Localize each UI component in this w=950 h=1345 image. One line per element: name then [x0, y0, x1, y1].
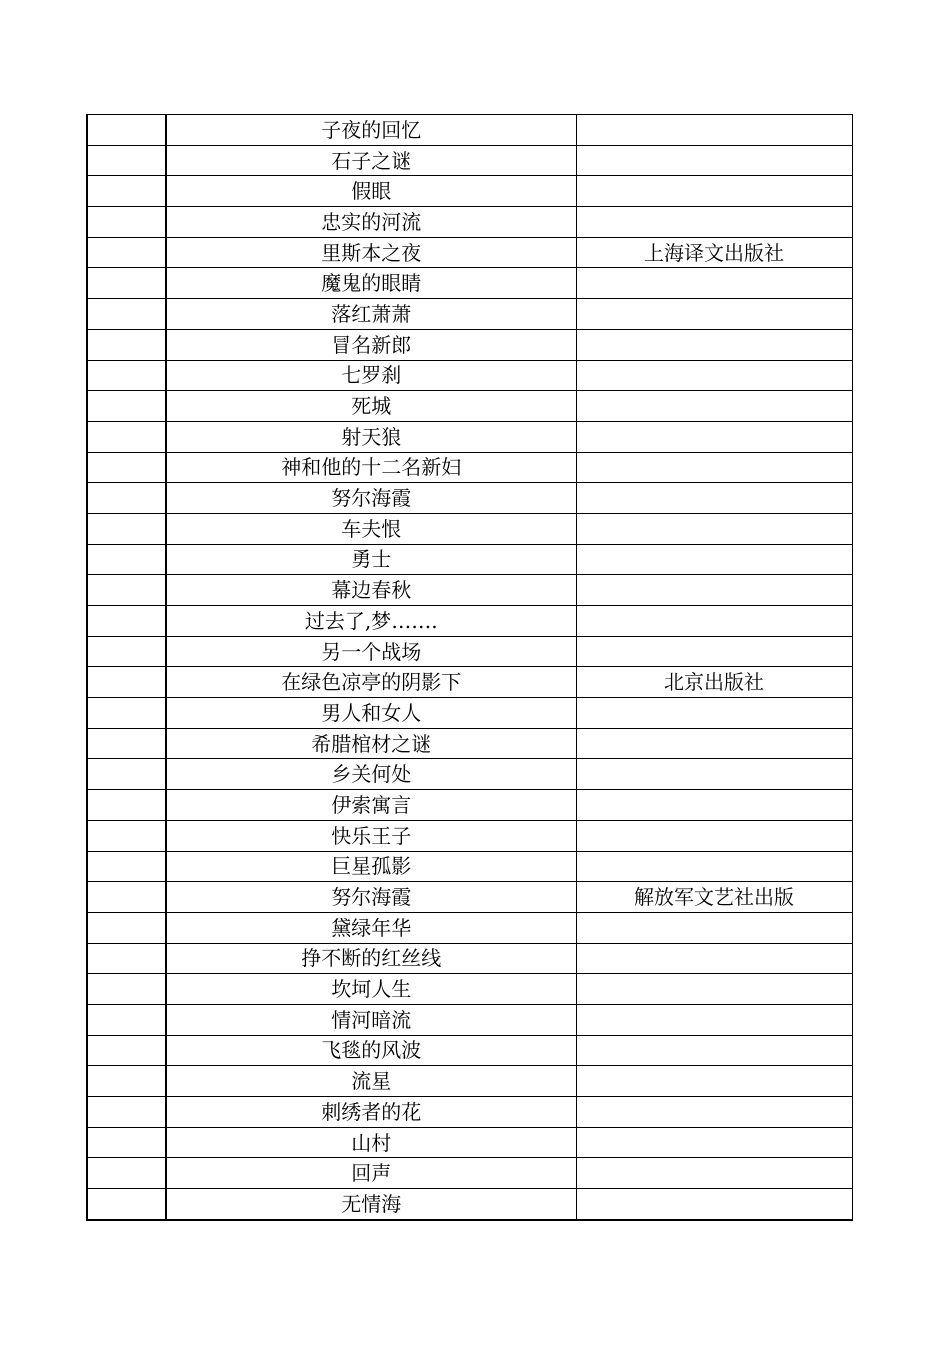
publisher-cell	[576, 115, 852, 146]
table-row	[87, 176, 852, 207]
publisher-cell: 北京出版社	[576, 667, 852, 698]
book-title-cell: 无情海	[166, 1189, 576, 1220]
table-row	[87, 391, 852, 422]
row-number-cell	[87, 820, 166, 851]
row-number-cell	[87, 636, 166, 667]
row-number-cell	[87, 667, 166, 698]
publisher-cell	[576, 575, 852, 606]
publisher-cell	[576, 1035, 852, 1066]
book-title-cell: 神和他的十二名新妇	[166, 452, 576, 483]
table-row	[87, 698, 852, 729]
row-number-cell	[87, 943, 166, 974]
book-title-cell: 坎坷人生	[166, 974, 576, 1005]
book-title-cell: 魔鬼的眼睛	[166, 268, 576, 299]
table-row	[87, 299, 852, 330]
row-number-cell	[87, 1158, 166, 1189]
book-title-cell: 乡关何处	[166, 759, 576, 790]
publisher-cell	[576, 360, 852, 391]
row-number-cell	[87, 1127, 166, 1158]
book-title-cell: 冒名新郎	[166, 329, 576, 360]
book-title-cell: 车夫恨	[166, 513, 576, 544]
publisher-cell	[576, 698, 852, 729]
publisher-cell	[576, 299, 852, 330]
publisher-cell	[576, 329, 852, 360]
row-number-cell	[87, 974, 166, 1005]
table-row	[87, 667, 852, 698]
table-row	[87, 912, 852, 943]
row-number-cell	[87, 452, 166, 483]
book-title-cell: 巨星孤影	[166, 851, 576, 882]
publisher-cell	[576, 483, 852, 514]
row-number-cell	[87, 391, 166, 422]
row-number-cell	[87, 483, 166, 514]
publisher-cell	[576, 636, 852, 667]
row-number-cell	[87, 421, 166, 452]
row-number-cell	[87, 1189, 166, 1220]
book-title-cell: 假眼	[166, 176, 576, 207]
book-title-cell: 勇士	[166, 544, 576, 575]
publisher-cell	[576, 268, 852, 299]
table-row	[87, 360, 852, 391]
book-title-cell: 落红萧萧	[166, 299, 576, 330]
publisher-cell	[576, 606, 852, 637]
row-number-cell	[87, 1004, 166, 1035]
table-row	[87, 790, 852, 821]
row-number-cell	[87, 882, 166, 913]
table-row	[87, 974, 852, 1005]
row-number-cell	[87, 606, 166, 637]
book-title-cell: 在绿色凉亭的阴影下	[166, 667, 576, 698]
table-row	[87, 207, 852, 238]
publisher-cell	[576, 728, 852, 759]
book-title-cell: 努尔海霞	[166, 483, 576, 514]
row-number-cell	[87, 544, 166, 575]
book-title-cell: 刺绣者的花	[166, 1097, 576, 1128]
publisher-cell	[576, 820, 852, 851]
publisher-cell	[576, 176, 852, 207]
publisher-cell	[576, 513, 852, 544]
table-row	[87, 943, 852, 974]
row-number-cell	[87, 698, 166, 729]
row-number-cell	[87, 1097, 166, 1128]
book-title-cell: 山村	[166, 1127, 576, 1158]
table-row	[87, 1004, 852, 1035]
book-title-cell: 流星	[166, 1066, 576, 1097]
row-number-cell	[87, 759, 166, 790]
table-row	[87, 1189, 852, 1220]
book-title-cell: 忠实的河流	[166, 207, 576, 238]
publisher-cell: 上海译文出版社	[576, 237, 852, 268]
book-title-cell: 幕边春秋	[166, 575, 576, 606]
publisher-cell	[576, 207, 852, 238]
row-number-cell	[87, 115, 166, 146]
book-title-cell: 射天狼	[166, 421, 576, 452]
row-number-cell	[87, 513, 166, 544]
publisher-cell	[576, 851, 852, 882]
publisher-cell	[576, 421, 852, 452]
table-row	[87, 1127, 852, 1158]
table-row	[87, 544, 852, 575]
book-title-cell: 另一个战场	[166, 636, 576, 667]
book-title-cell: 飞毯的风波	[166, 1035, 576, 1066]
table-row	[87, 728, 852, 759]
row-number-cell	[87, 176, 166, 207]
table-row	[87, 575, 852, 606]
book-title-cell: 黛绿年华	[166, 912, 576, 943]
book-title-cell: 男人和女人	[166, 698, 576, 729]
table-row	[87, 237, 852, 268]
book-title-cell: 石子之谜	[166, 145, 576, 176]
publisher-cell	[576, 912, 852, 943]
publisher-cell	[576, 1066, 852, 1097]
publisher-cell	[576, 391, 852, 422]
row-number-cell	[87, 237, 166, 268]
publisher-cell	[576, 1127, 852, 1158]
table-row	[87, 115, 852, 146]
table-row	[87, 421, 852, 452]
row-number-cell	[87, 299, 166, 330]
table-body	[87, 115, 852, 1220]
table-row	[87, 1035, 852, 1066]
book-list-table	[86, 114, 853, 1221]
book-title-cell: 努尔海霞	[166, 882, 576, 913]
publisher-cell	[576, 974, 852, 1005]
book-title-cell: 里斯本之夜	[166, 237, 576, 268]
table-row	[87, 145, 852, 176]
table-row	[87, 483, 852, 514]
row-number-cell	[87, 851, 166, 882]
publisher-cell	[576, 943, 852, 974]
table-row	[87, 1097, 852, 1128]
table-row	[87, 759, 852, 790]
book-title-cell: 快乐王子	[166, 820, 576, 851]
table-row	[87, 820, 852, 851]
row-number-cell	[87, 912, 166, 943]
row-number-cell	[87, 1035, 166, 1066]
book-title-cell: 挣不断的红丝线	[166, 943, 576, 974]
table-row	[87, 329, 852, 360]
row-number-cell	[87, 360, 166, 391]
row-number-cell	[87, 1066, 166, 1097]
publisher-cell	[576, 145, 852, 176]
table-row	[87, 513, 852, 544]
table-row	[87, 851, 852, 882]
table-row	[87, 268, 852, 299]
row-number-cell	[87, 145, 166, 176]
table-row	[87, 1066, 852, 1097]
row-number-cell	[87, 268, 166, 299]
row-number-cell	[87, 728, 166, 759]
book-title-cell: 伊索寓言	[166, 790, 576, 821]
publisher-cell	[576, 1189, 852, 1220]
publisher-cell	[576, 1004, 852, 1035]
row-number-cell	[87, 329, 166, 360]
publisher-cell	[576, 790, 852, 821]
book-title-cell: 希腊棺材之谜	[166, 728, 576, 759]
book-title-cell: 回声	[166, 1158, 576, 1189]
publisher-cell	[576, 1097, 852, 1128]
book-title-cell: 过去了,梦…….	[166, 606, 576, 637]
table-row	[87, 636, 852, 667]
publisher-cell	[576, 544, 852, 575]
book-title-cell: 死城	[166, 391, 576, 422]
row-number-cell	[87, 207, 166, 238]
publisher-cell: 解放军文艺社出版	[576, 882, 852, 913]
publisher-cell	[576, 1158, 852, 1189]
publisher-cell	[576, 452, 852, 483]
table-row	[87, 606, 852, 637]
table-row	[87, 1158, 852, 1189]
row-number-cell	[87, 575, 166, 606]
book-title-cell: 子夜的回忆	[166, 115, 576, 146]
row-number-cell	[87, 790, 166, 821]
book-title-cell: 情河暗流	[166, 1004, 576, 1035]
table-row	[87, 882, 852, 913]
table-row	[87, 452, 852, 483]
book-title-cell: 七罗刹	[166, 360, 576, 391]
publisher-cell	[576, 759, 852, 790]
